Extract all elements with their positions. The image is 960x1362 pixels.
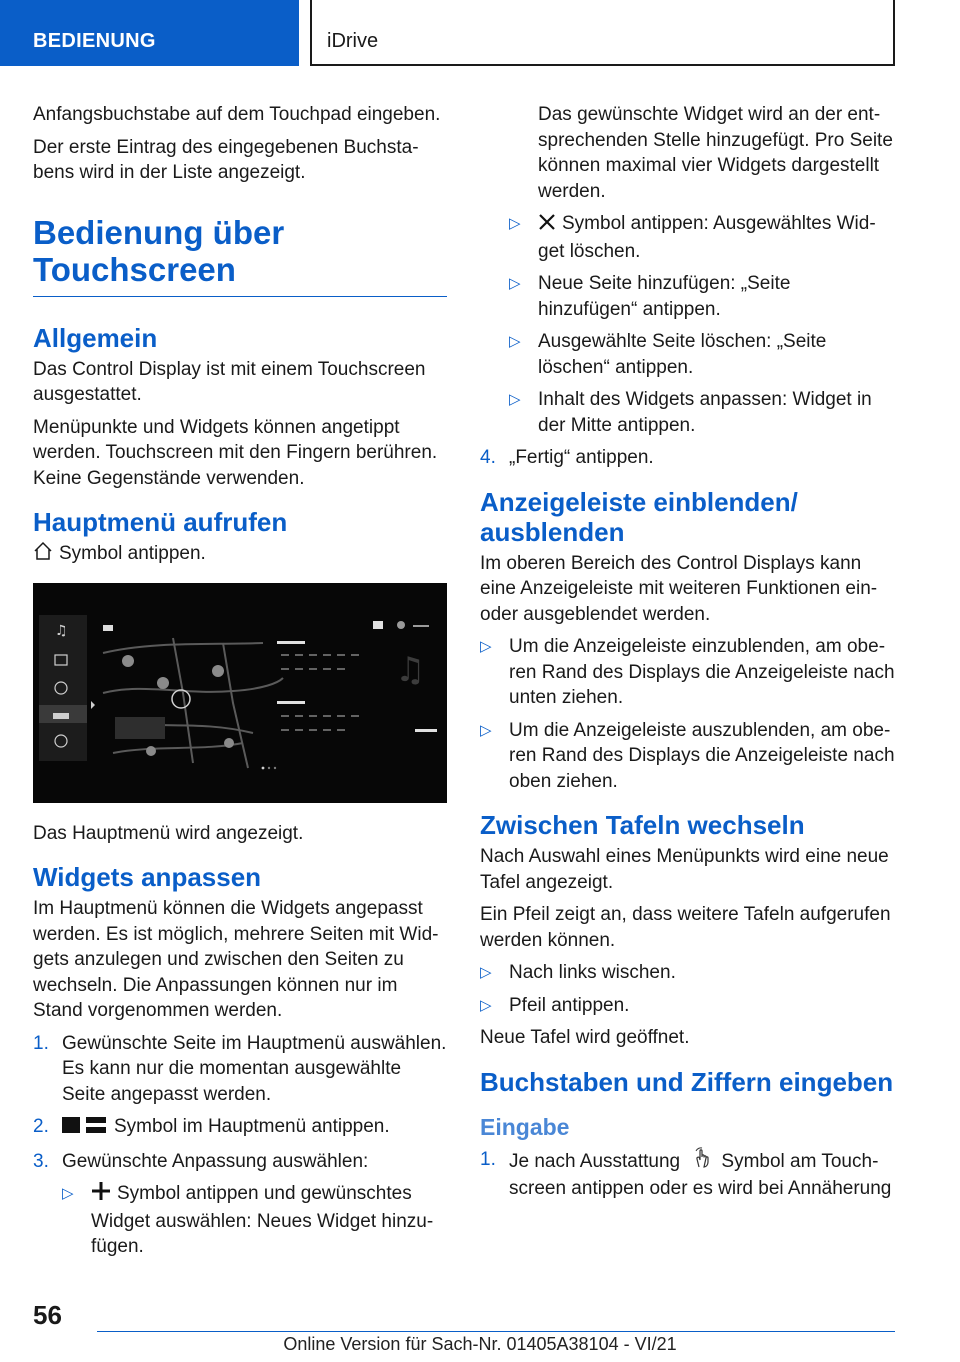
paragraph: Anfangsbuchstabe auf dem Touchpad eingeben. <box>33 104 441 125</box>
widget-edit-icon <box>62 1116 108 1142</box>
step-text: Gewünschte Anpassung auswählen: <box>62 1150 369 1172</box>
bullet-item <box>480 718 895 795</box>
bullet-text: Pfeil antippen. <box>509 994 630 1016</box>
triangle-bullet-icon: ▷ <box>480 638 492 655</box>
chapter-title: iDrive <box>327 30 379 52</box>
step-text: „Fertig“ antippen. <box>509 447 654 468</box>
step-text-part: Symbol am Touchscreen antippen oder es wird bei Annäherung <box>509 1150 892 1199</box>
paragraph: Menüpunkte und Widgets können angetippt werden. Touchscreen mit den Fingern berühren. Keine Gegenstände verwenden. <box>33 416 438 489</box>
sub-item <box>480 211 895 264</box>
triangle-bullet-icon: ▷ <box>62 1185 74 1202</box>
svg-text:♫: ♫ <box>395 649 426 690</box>
subsection-heading: Zwischen Tafeln wechseln <box>480 810 805 840</box>
sub-item-text: Inhalt des Widgets anpassen: Widget in der Mitte antippen. <box>538 389 872 436</box>
subsection-heading: Anzeigeleiste einblenden/ ausblenden <box>480 486 798 547</box>
home-instruction <box>33 541 447 569</box>
sub-item-continuation <box>480 102 895 204</box>
paragraph: Im Hauptmenü können die Widgets angepasst werden. Es ist möglich, mehrere Seiten mit Widgets anzulegen und zwischen den Seiten zu wechseln. Die Anpassungen können nur im Stand vorgenommen werden. <box>33 898 439 1021</box>
sub-item-text: Ausgewählte Seite löschen: „Seite löschen“ antippen. <box>538 331 827 378</box>
section-tab <box>0 0 299 66</box>
bullet-item <box>480 634 895 711</box>
chapter-tab <box>310 0 895 66</box>
step-text-with-icon <box>480 1147 895 1202</box>
triangle-bullet-icon: ▷ <box>480 996 492 1014</box>
triangle-bullet-icon: ▷ <box>509 215 521 232</box>
subsection-heading: Widgets anpassen <box>33 862 262 892</box>
footer-text: Online Version für Sach-Nr. 01405A38104 - VI/21 <box>283 1334 677 1354</box>
bullet-text: Um die Anzeigeleiste auszublenden, am oberen Rand des Displays die Anzeigeleiste nach oben ziehen. <box>509 719 895 792</box>
sub-item-text: Neue Seite hinzufügen: „Seite hinzufügen“ antippen. <box>538 273 791 320</box>
paragraph: Das Hauptmenü wird angezeigt. <box>33 822 304 844</box>
step-text: Gewünschte Seite im Hauptmenü auswählen. Es kann nur die momentan ausgewählte Seite angepasst werden. <box>62 1032 447 1105</box>
step-text: Symbol im Hauptmenü antippen. <box>114 1116 390 1137</box>
triangle-bullet-icon: ▷ <box>509 275 521 292</box>
step-number: 3. <box>33 1150 49 1172</box>
paragraph: Neue Tafel wird geöffnet. <box>480 1027 690 1048</box>
step-item <box>33 1031 447 1108</box>
paragraph: Der erste Eintrag des eingegebenen Buchstabens wird in der Liste angezeigt. <box>33 136 419 183</box>
sub-item-text: Symbol antippen: Ausgewähltes Widget löschen. <box>538 213 876 262</box>
sub-item-text: Symbol antippen und gewünschtes Widget auswählen: Neues Widget hinzufügen. <box>91 1183 434 1257</box>
sub-item <box>480 329 895 380</box>
bullet-item <box>480 993 895 1019</box>
step-text-part: Je nach Ausstattung <box>509 1150 681 1172</box>
section-title: BEDIENUNG <box>33 30 156 52</box>
footer-divider <box>97 1331 895 1332</box>
minor-heading: Eingabe <box>480 1113 570 1140</box>
close-icon <box>538 213 556 239</box>
sub-item <box>480 271 895 322</box>
svg-text:♫: ♫ <box>55 622 68 639</box>
step-item <box>480 445 895 471</box>
paragraph: Nach Auswahl eines Menüpunkts wird eine neue Tafel angezeigt. <box>480 846 889 893</box>
triangle-bullet-icon: ▷ <box>509 391 521 408</box>
paragraph: Im oberen Bereich des Control Displays kann eine Anzeigeleiste mit weiteren Funktionen einoder ausgeblendet werden. <box>480 552 878 625</box>
sub-item-text: Das gewünschte Widget wird an der entsprechenden Stelle hinzugefügt. Pro Seite können maximal vier Widgets dargestellt werden. <box>538 104 893 202</box>
section-heading: Bedienung über Touchscreen <box>33 214 447 297</box>
bullet-text: Nach links wischen. <box>509 962 676 983</box>
subsection-heading: Hauptmenü aufrufen <box>33 507 288 537</box>
step-item <box>33 1149 447 1175</box>
control-display-image <box>33 583 447 803</box>
subsection-heading: Buchstaben und Ziffern eingeben <box>480 1066 894 1097</box>
paragraph: Ein Pfeil zeigt an, dass weitere Tafeln aufgerufen werden können. <box>480 904 891 951</box>
step-item <box>480 1147 895 1202</box>
step-number: 1. <box>480 1148 496 1170</box>
bullet-item <box>480 960 895 986</box>
subsection-heading: Allgemein <box>33 322 158 353</box>
bullet-text: Um die Anzeigeleiste einzublenden, am oberen Rand des Displays die Anzeigeleiste nach unten ziehen. <box>509 636 895 708</box>
sub-item <box>480 387 895 438</box>
home-instruction-text: Symbol antippen. <box>59 543 206 564</box>
triangle-bullet-icon: ▷ <box>509 333 521 350</box>
touch-hand-icon <box>691 1147 715 1177</box>
triangle-bullet-icon: ▷ <box>480 964 492 981</box>
step-number: 2. <box>33 1116 49 1137</box>
home-icon <box>33 541 53 569</box>
display-illustration <box>33 583 447 803</box>
plus-icon <box>91 1181 111 1209</box>
paragraph: Das Control Display ist mit einem Touchscreen ausgestattet. <box>33 358 426 405</box>
page-number: 56 <box>33 1300 62 1330</box>
sub-item <box>33 1181 447 1260</box>
left-column <box>33 102 447 1267</box>
step-number: 4. <box>480 447 496 468</box>
step-item <box>33 1114 447 1142</box>
step-text-with-icon <box>33 1114 447 1142</box>
triangle-bullet-icon: ▷ <box>480 721 492 739</box>
step-number: 1. <box>33 1032 49 1054</box>
right-column <box>480 102 895 1209</box>
